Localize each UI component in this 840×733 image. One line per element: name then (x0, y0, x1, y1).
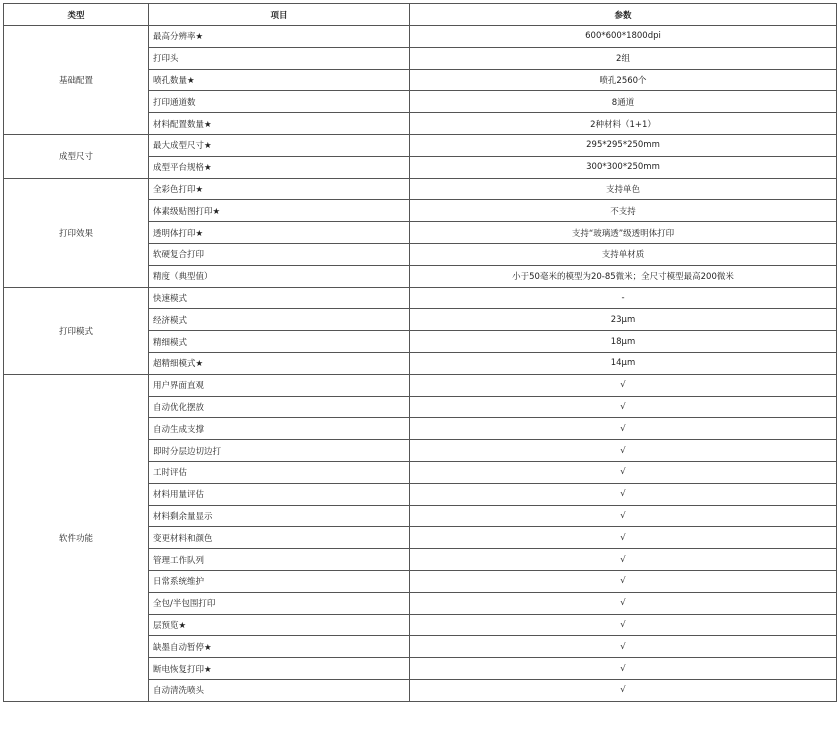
item-cell: 软硬复合打印 (149, 243, 410, 265)
item-cell: 体素级贴图打印★ (149, 200, 410, 222)
item-cell: 即时分层边切边打 (149, 440, 410, 462)
item-cell: 变更材料和颜色 (149, 527, 410, 549)
value-cell: √ (410, 374, 837, 396)
value-cell: 23μm (410, 309, 837, 331)
item-cell: 材料用量评估 (149, 483, 410, 505)
header-category: 类型 (4, 4, 149, 26)
item-cell: 精细模式 (149, 331, 410, 353)
value-cell: 支持单色 (410, 178, 837, 200)
value-cell: √ (410, 658, 837, 680)
table-row (4, 374, 837, 396)
value-cell: √ (410, 570, 837, 592)
item-cell: 全包/半包围打印 (149, 592, 410, 614)
category-cell: 打印模式 (4, 287, 149, 374)
item-cell: 最大成型尺寸★ (149, 134, 410, 156)
item-cell: 材料配置数量★ (149, 113, 410, 135)
item-cell: 打印通道数 (149, 91, 410, 113)
item-cell: 用户界面直观 (149, 374, 410, 396)
item-cell: 日常系统维护 (149, 570, 410, 592)
category-cell: 成型尺寸 (4, 134, 149, 178)
item-cell: 自动清洗喷头 (149, 679, 410, 701)
value-cell: 2组 (410, 47, 837, 69)
value-cell: √ (410, 679, 837, 701)
value-cell: - (410, 287, 837, 309)
value-cell: 支持单材质 (410, 243, 837, 265)
item-cell: 精度（典型值） (149, 265, 410, 287)
item-cell: 断电恢复打印★ (149, 658, 410, 680)
spec-body (4, 26, 837, 702)
value-cell: 2种材料（1+1） (410, 113, 837, 135)
value-cell: √ (410, 440, 837, 462)
item-cell: 工时评估 (149, 461, 410, 483)
header-param: 参数 (410, 4, 837, 26)
value-cell: 14μm (410, 352, 837, 374)
item-cell: 层预览★ (149, 614, 410, 636)
item-cell: 透明体打印★ (149, 222, 410, 244)
value-cell: √ (410, 505, 837, 527)
value-cell: √ (410, 483, 837, 505)
category-cell: 打印效果 (4, 178, 149, 287)
table-row (4, 287, 837, 309)
value-cell: √ (410, 592, 837, 614)
value-cell: 8通道 (410, 91, 837, 113)
item-cell: 经济模式 (149, 309, 410, 331)
value-cell: 不支持 (410, 200, 837, 222)
item-cell: 缺墨自动暂停★ (149, 636, 410, 658)
value-cell: √ (410, 614, 837, 636)
value-cell: 600*600*1800dpi (410, 26, 837, 48)
item-cell: 管理工作队列 (149, 549, 410, 571)
table-row (4, 178, 837, 200)
category-cell: 基础配置 (4, 26, 149, 135)
value-cell: 295*295*250mm (410, 134, 837, 156)
value-cell: 小于50毫米的模型为20-85微米；全尺寸模型最高200微米 (410, 265, 837, 287)
value-cell: 支持“玻璃透”级透明体打印 (410, 222, 837, 244)
value-cell: √ (410, 396, 837, 418)
value-cell: 喷孔2560个 (410, 69, 837, 91)
value-cell: √ (410, 461, 837, 483)
item-cell: 全彩色打印★ (149, 178, 410, 200)
item-cell: 快速模式 (149, 287, 410, 309)
table-row (4, 134, 837, 156)
item-cell: 超精细模式★ (149, 352, 410, 374)
item-cell: 材料剩余量显示 (149, 505, 410, 527)
value-cell: 18μm (410, 331, 837, 353)
category-cell: 软件功能 (4, 374, 149, 701)
item-cell: 自动优化摆放 (149, 396, 410, 418)
item-cell: 自动生成支撑 (149, 418, 410, 440)
spec-table (3, 3, 837, 702)
value-cell: √ (410, 418, 837, 440)
header-row (4, 4, 837, 26)
value-cell: 300*300*250mm (410, 156, 837, 178)
item-cell: 喷孔数量★ (149, 69, 410, 91)
item-cell: 成型平台规格★ (149, 156, 410, 178)
value-cell: √ (410, 636, 837, 658)
table-row (4, 26, 837, 48)
header-item: 项目 (149, 4, 410, 26)
value-cell: √ (410, 527, 837, 549)
item-cell: 打印头 (149, 47, 410, 69)
item-cell: 最高分辨率★ (149, 26, 410, 48)
value-cell: √ (410, 549, 837, 571)
